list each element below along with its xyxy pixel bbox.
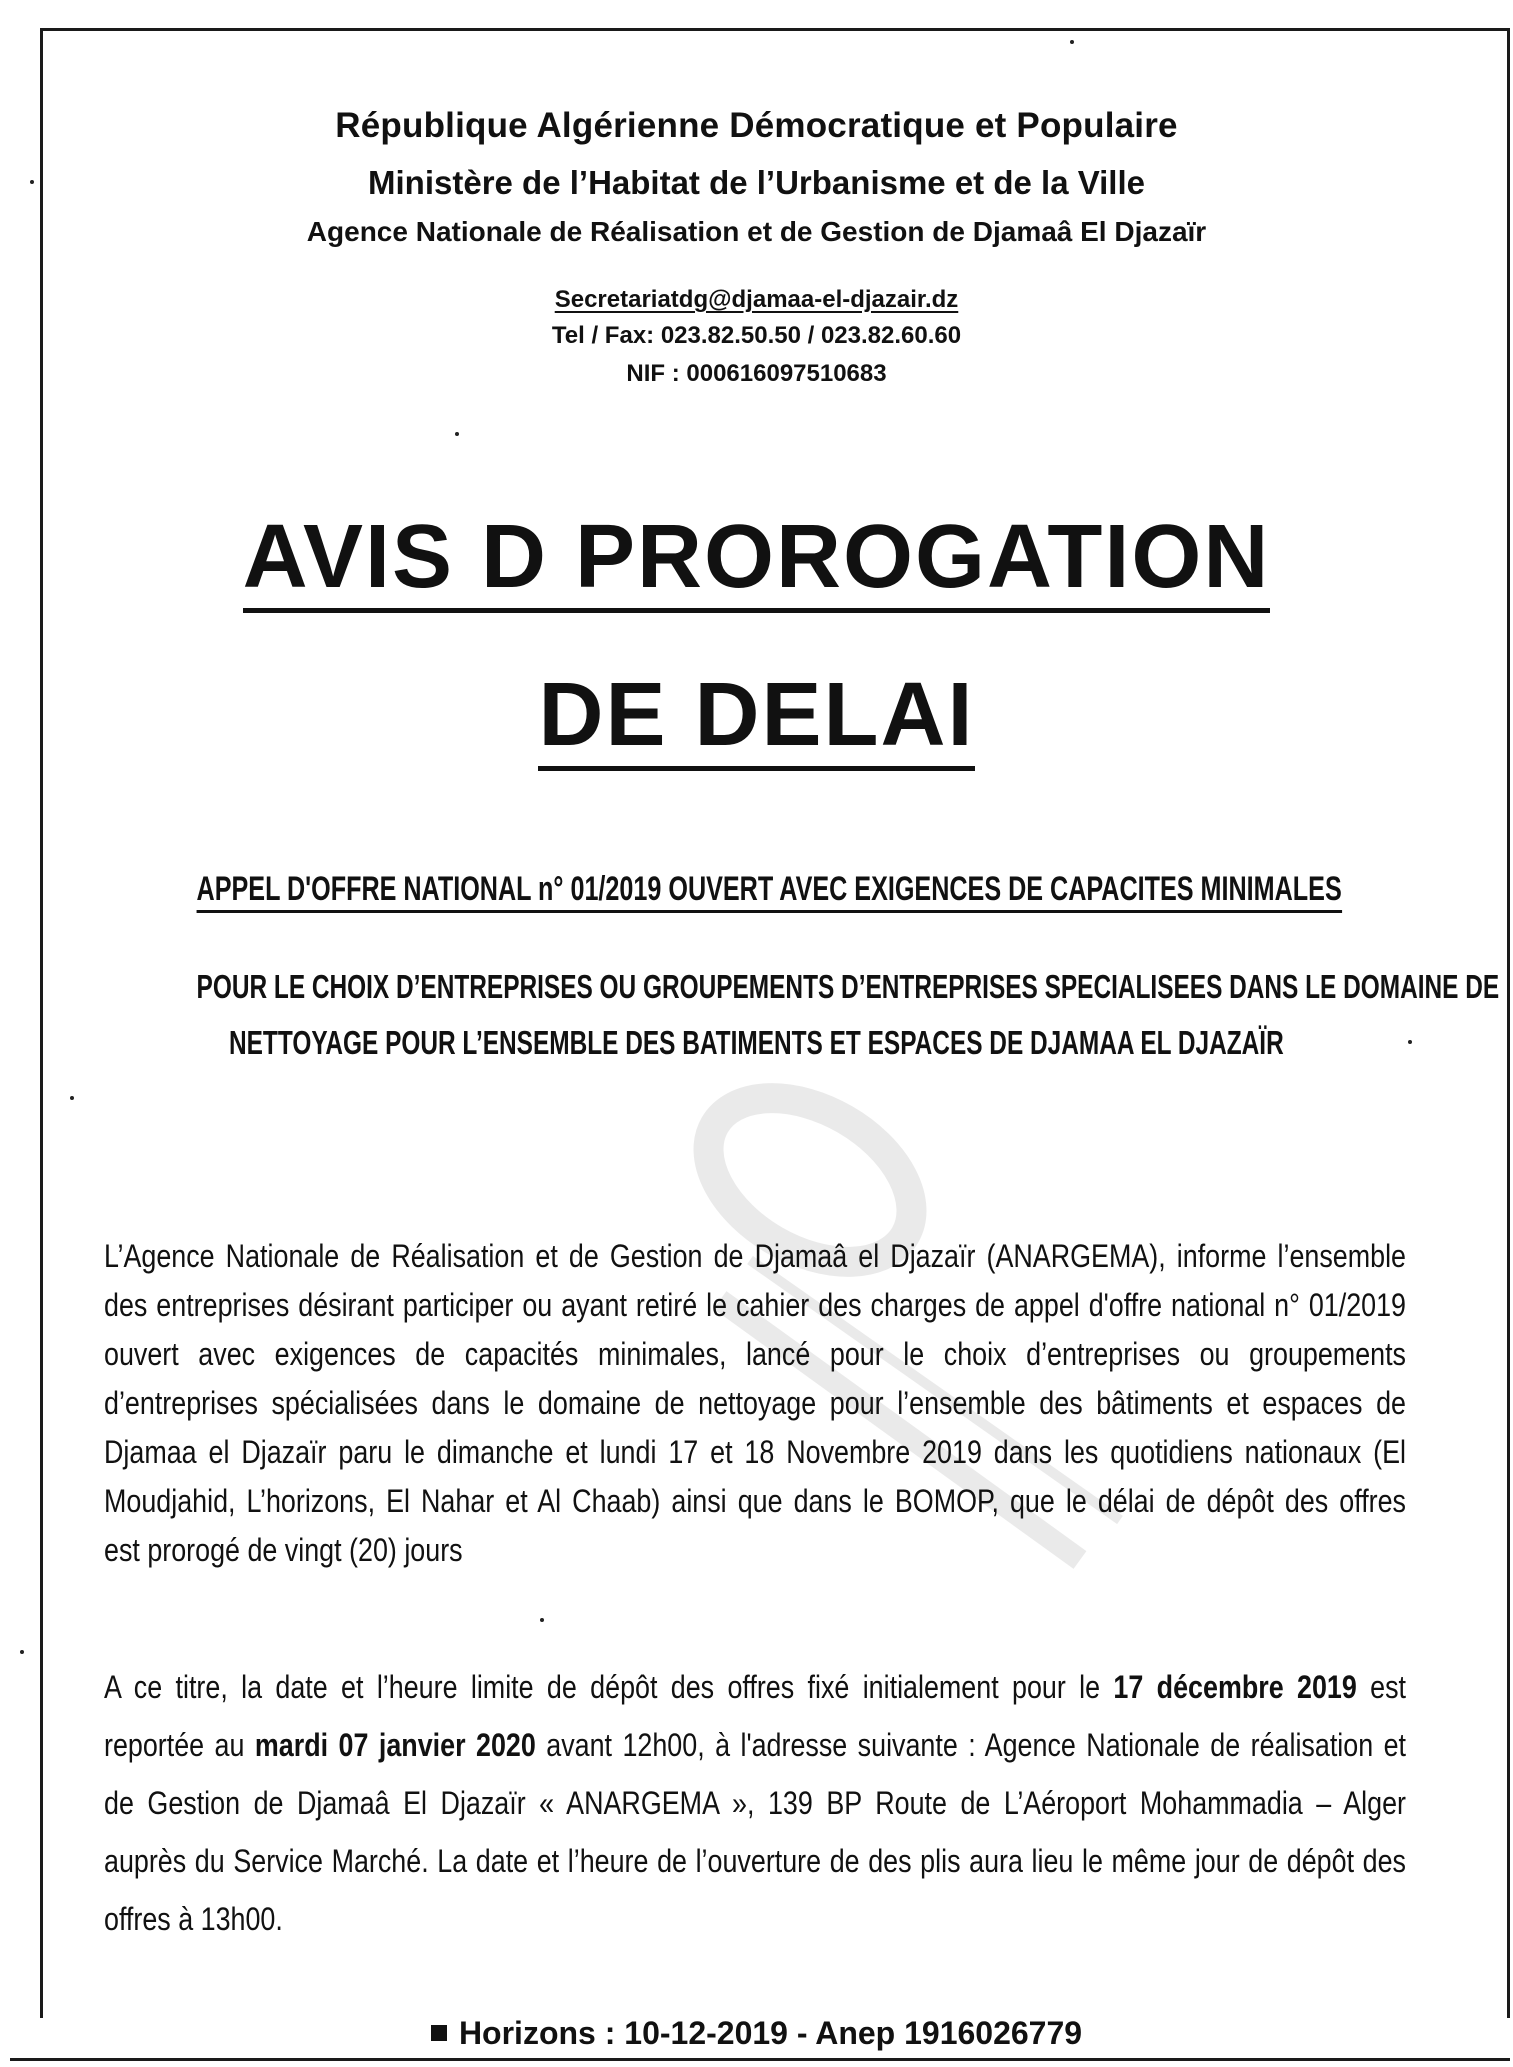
paragraph-line: L’Agence Nationale de Réalisation et de Gestion de Djamaâ el Djazaïr (ANARGEMA), informe l’ensemble [104,1238,1406,1274]
text-run: est [1356,1669,1407,1705]
paragraph-line: auprès du Service Marché. La date et l’heure de l’ouverture de des plis aura lieu le même jour de dépôt des [104,1843,1406,1879]
subject-appel-text: APPEL D'OFFRE NATIONAL n° 01/2019 OUVERT AVEC EXIGENCES DE CAPACITES MINIMALES [197,870,1342,913]
print-speck [540,1618,544,1622]
print-speck [1070,40,1074,44]
paragraph-line: des entreprises désirant participer ou ayant retiré le cahier des charges de appel d'offre national n° 01/2019 [104,1287,1406,1323]
paragraph-line: de Gestion de Djamaâ El Djazaïr « ANARGEMA », 139 BP Route de L’Aéroport Mohammadia – Alger [104,1785,1406,1821]
paragraph-line: offres à 13h00. [104,1901,283,1937]
paragraph-line: ouvert avec exigences de capacités minimales, lancé pour le choix d’entreprises ou groupements [104,1336,1406,1372]
title-line-1-text: AVIS D PROROGATION [243,512,1271,613]
text-run: avant 12h00, à l'adresse suivante : Agence Nationale de réalisation et [535,1727,1407,1763]
title-line-2 [0,664,1513,771]
paragraph-line: Moudjahid, L’horizons, El Nahar et Al Chaab) ainsi que dans le BOMOP, que le délai de dépôt des offres [104,1483,1406,1519]
footer-text: Horizons : 10-12-2019 - Anep 1916026779 [458,2015,1083,2051]
new-deadline: mardi 07 janvier 2020 [254,1727,536,1763]
text-run: reportée au [104,1727,255,1763]
paragraph-line [104,1716,1406,1774]
subject-purpose-line-1: POUR LE CHOIX D’ENTREPRISES OU GROUPEMENTS D’ENTREPRISES SPECIALISEES DANS LE DOMAINE DE [196,968,1500,1005]
paragraph-line: est prorogé de vingt (20) jours [104,1532,463,1568]
bullet-square-icon [431,2025,447,2041]
contact-email-link[interactable]: Secretariatdg@djamaa-el-djazair.dz [554,286,959,313]
header-republic: République Algérienne Démocratique et Populaire [335,106,1178,145]
subject-purpose-line-2: NETTOYAGE POUR L’ENSEMBLE DES BATIMENTS ET ESPACES DE DJAMAA EL DJAZAÏR [229,1024,1284,1061]
print-speck [20,1650,24,1654]
header-ministry: Ministère de l’Habitat de l’Urbanisme et de la Ville [368,164,1145,201]
contact-tel-fax: Tel / Fax: 023.82.50.50 / 023.82.60.60 [551,322,962,349]
print-speck [70,1096,74,1100]
print-speck [455,432,459,436]
contact-email-row [0,286,1513,314]
body-paragraph-1 [104,1232,1404,1575]
paragraph-line: d’entreprises spécialisées dans le domaine de nettoyage pour l’ensemble des bâtiments et espaces de [104,1385,1406,1421]
title-line-1 [0,506,1513,613]
paragraph-line: Djamaa el Djazaïr paru le dimanche et lundi 17 et 18 Novembre 2019 dans les quotidiens nationaux (El [104,1434,1406,1470]
print-speck [30,180,34,184]
bottom-rule [10,2058,1510,2061]
contact-nif: NIF : 000616097510683 [626,360,887,387]
initial-deadline: 17 décembre 2019 [1113,1669,1357,1705]
body-paragraph-2 [104,1658,1407,1948]
header-agency: Agence Nationale de Réalisation et de Gestion de Djamaâ El Djazaïr [306,216,1207,247]
paragraph-line [104,1658,1406,1716]
title-line-2-text: DE DELAI [538,670,974,771]
subject-appel [196,870,1342,909]
text-run: A ce titre, la date et l’heure limite de dépôt des offres fixé initialement pour le [104,1669,1114,1705]
footer-source [0,2015,1513,2052]
print-speck [1408,1040,1412,1044]
